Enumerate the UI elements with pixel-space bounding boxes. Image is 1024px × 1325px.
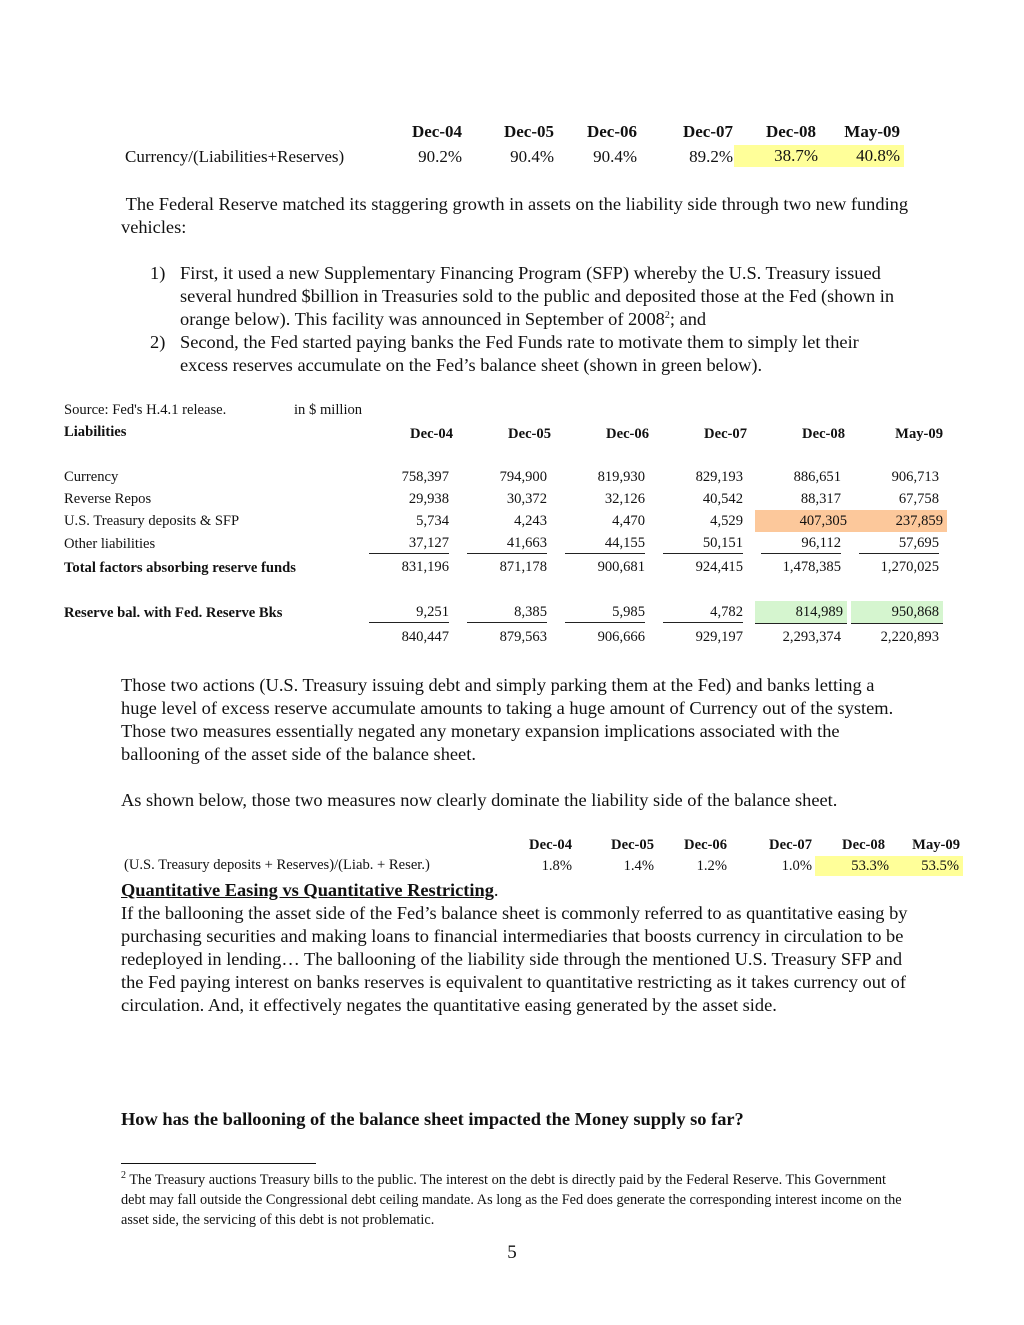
list-text: Second, the Fed started paying banks the Fed Funds rate to motivate them to simply let their excess reserves accumulate on the Fed’s balance sheet (shown in green below). (180, 332, 859, 375)
t2-header: Dec-08 (802, 426, 845, 442)
footnote-ref: 2 (664, 309, 670, 321)
list-text-tail: ; and (669, 309, 707, 329)
t2-cell: 9,251 (369, 602, 449, 623)
intro-text: The Federal Reserve matched its staggering growth in assets on the liability side through two new funding vehicles: (121, 194, 909, 237)
paragraph-dominate (121, 789, 911, 812)
question-text: How has the ballooning of the balance sheet impacted the Money supply so far? (121, 1109, 744, 1129)
section-heading-punct: . (493, 880, 499, 900)
t2-cell: 2,293,374 (782, 629, 841, 645)
t2-cell: 794,900 (499, 469, 547, 485)
t2-cell: 57,695 (859, 533, 939, 554)
t1-header: Dec-06 (586, 122, 637, 141)
t1-value: 90.4% (593, 147, 637, 166)
t2-cell: 50,151 (663, 533, 743, 554)
t2-header: May-09 (895, 426, 943, 442)
t3-header: Dec-08 (842, 837, 885, 853)
list-number: 2) (150, 332, 166, 352)
t2-cell-green: 950,868 (851, 601, 943, 624)
t2-cell-green: 814,989 (755, 601, 847, 624)
t2-cell: 886,651 (793, 469, 841, 485)
row-label-currency: Currency (64, 469, 119, 485)
row-label-other-liabilities: Other liabilities (64, 536, 156, 552)
t3-value-highlight: 53.3% (815, 856, 893, 876)
table-source: Source: Fed's H.4.1 release. (64, 402, 227, 418)
section-heading: Quantitative Easing vs Quantitative Restricting (121, 880, 494, 900)
t2-cell: 44,155 (565, 533, 645, 554)
t2-cell: 829,193 (695, 469, 743, 485)
t2-cell: 758,397 (401, 469, 449, 485)
t2-header: Dec-07 (704, 426, 747, 442)
row-label-treasury-sfp: U.S. Treasury deposits & SFP (64, 513, 240, 529)
t2-cell: 4,782 (663, 602, 743, 623)
t1-value-highlight: 38.7% (734, 145, 820, 167)
t3-value: 1.0% (781, 858, 812, 874)
t3-header: Dec-06 (684, 837, 727, 853)
t1-header: Dec-07 (682, 122, 733, 141)
t3-row-label: (U.S. Treasury deposits + Reserves)/(Liab. + Reser.) (124, 857, 430, 873)
t2-cell: 840,447 (401, 629, 449, 645)
t1-value: 90.2% (418, 147, 462, 166)
t2-cell: 900,681 (597, 559, 645, 575)
t2-cell: 8,385 (467, 602, 547, 623)
t1-value: 89.2% (689, 147, 733, 166)
t2-cell-orange: 237,859 (851, 510, 947, 532)
t3-value: 1.2% (696, 858, 727, 874)
t2-cell: 88,317 (800, 491, 841, 507)
t2-cell: 871,178 (499, 559, 547, 575)
t2-cell: 41,663 (467, 533, 547, 554)
t2-cell: 906,713 (891, 469, 939, 485)
t1-value: 90.4% (510, 147, 554, 166)
t2-cell: 40,542 (702, 491, 743, 507)
t3-value: 1.8% (541, 858, 572, 874)
t2-cell: 831,196 (401, 559, 449, 575)
footnote-mark: 2 (121, 1170, 126, 1182)
t2-cell: 1,478,385 (782, 559, 841, 575)
row-label-total-factors: Total factors absorbing reserve funds (64, 560, 296, 576)
t1-header: Dec-08 (765, 122, 816, 141)
t2-cell: 5,985 (565, 602, 645, 623)
t2-cell: 879,563 (499, 629, 547, 645)
t3-header: Dec-05 (611, 837, 654, 853)
t2-cell: 5,734 (416, 513, 449, 529)
t3-header: Dec-07 (769, 837, 812, 853)
paragraph-text: As shown below, those two measures now clearly dominate the liability side of the balance sheet. (121, 790, 838, 810)
t2-cell: 906,666 (597, 629, 645, 645)
t2-cell: 819,930 (597, 469, 645, 485)
t2-cell: 1,270,025 (880, 559, 939, 575)
table-title: Liabilities (64, 424, 127, 440)
t2-cell: 37,127 (369, 533, 449, 554)
t1-header: Dec-04 (411, 122, 462, 141)
t3-header: May-09 (912, 837, 960, 853)
funding-vehicle-list (150, 262, 910, 377)
paragraph-text: Those two actions (U.S. Treasury issuing debt and simply parking them at the Fed) and banks letting a huge level of excess reserve accumulate amounts to taking a huge amount of Currency out of the system. Those two measures essentially negated any monetary expansion implications associated with the ballooning of the asset side of the balance sheet. (121, 675, 894, 764)
row-label-reverse-repos: Reverse Repos (64, 491, 152, 507)
t1-header: May-09 (844, 122, 900, 141)
list-number: 1) (150, 263, 166, 283)
t2-cell: 32,126 (604, 491, 645, 507)
intro-paragraph (121, 193, 911, 239)
t3-value: 1.4% (623, 858, 654, 874)
page-number: 5 (507, 1242, 517, 1263)
list-item (150, 331, 910, 377)
footnote (121, 1170, 911, 1230)
t2-cell: 29,938 (408, 491, 449, 507)
t2-cell: 4,470 (612, 513, 645, 529)
t2-cell-orange: 407,305 (755, 510, 851, 532)
footnote-rule (121, 1163, 316, 1164)
row-label-reserve-balances: Reserve bal. with Fed. Reserve Bks (64, 605, 283, 621)
t2-header: Dec-06 (606, 426, 649, 442)
paragraph-actions (121, 674, 911, 766)
qe-section (121, 879, 911, 1017)
t1-value-highlight: 40.8% (820, 145, 904, 167)
t2-cell: 2,220,893 (880, 629, 939, 645)
t3-value-highlight: 53.5% (893, 856, 963, 876)
list-item (150, 262, 910, 331)
t2-cell: 4,529 (710, 513, 743, 529)
t2-cell: 67,758 (898, 491, 939, 507)
list-text: First, it used a new Supplementary Financing Program (SFP) whereby the U.S. Treasury issued several hundred $billion in Treasuries sold to the public and deposited those at the Fed (shown in orange below). This facility was announced in September of 2008 (180, 263, 895, 329)
t2-cell: 30,372 (506, 491, 547, 507)
t3-header: Dec-04 (529, 837, 572, 853)
t2-cell: 929,197 (695, 629, 743, 645)
t1-header: Dec-05 (503, 122, 554, 141)
t2-header: Dec-05 (508, 426, 551, 442)
table-units: in $ million (294, 402, 363, 418)
t1-row-label: Currency/(Liabilities+Reserves) (125, 147, 345, 166)
section-body: If the ballooning the asset side of the Fed’s balance sheet is commonly referred to as quantitative easing by purchasing securities and making loans to financial intermediaries that boosts currency in circulation to be redeployed in lending… The ballooning of the liability side through the mentioned U.S. Treasury SFP and the Fed paying interest on banks reserves is equivalent to quantitative restricting as it takes currency out of circulation. And, it effectively negates the quantitative easing generated by the asset side. (121, 903, 908, 1015)
t2-cell: 96,112 (761, 533, 841, 554)
t2-cell: 4,243 (514, 513, 547, 529)
footnote-text: The Treasury auctions Treasury bills to the public. The interest on the debt is directly paid by the Federal Reserve. This Government debt may fall outside the Congressional debt ceiling mandate. As long as the Fed does generate the corresponding interest income on the asset side, the servicing of this debt is not problematic. (121, 1172, 902, 1228)
question-heading (121, 1108, 911, 1131)
t2-cell: 924,415 (695, 559, 743, 575)
t2-header: Dec-04 (410, 426, 453, 442)
